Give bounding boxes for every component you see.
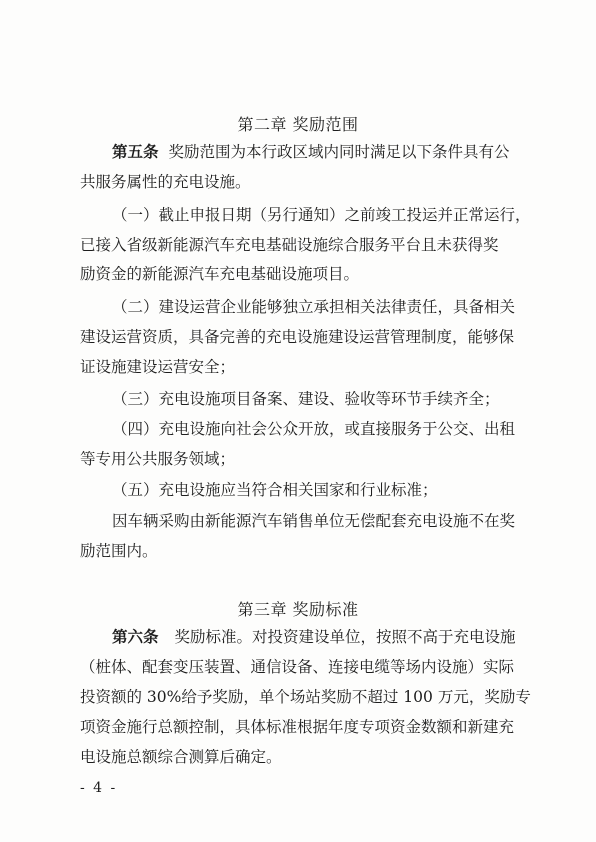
article-6-label: 第六条 — [112, 628, 159, 646]
article-6-line-2: （桩体、配套变压装置、通信设备、连接电缆等场内设施）实际 — [80, 658, 515, 676]
chapter-3-title: 第三章 奖励标准 — [237, 600, 359, 619]
item-4-line-2: 等专用公共服务领域； — [80, 450, 236, 468]
article-5-line-1 — [112, 142, 510, 162]
article-6-line-1 — [112, 627, 516, 647]
item-2-line-2: 建设运营资质，具备完善的充电设施建设运营管理制度，能够保 — [80, 328, 515, 346]
article-6-line-5: 电设施总额综合测算后确定。 — [80, 748, 282, 766]
item-5-line-1: （五）充电设施应当符合相关国家和行业标准； — [112, 481, 438, 499]
item-1-line-1: （一）截止申报日期（另行通知）之前竣工投运并正常运行， — [112, 206, 531, 224]
item-1-line-2: 已接入省级新能源汽车充电基础设施综合服务平台且未获得奖 — [80, 236, 499, 254]
item-4-line-1: （四）充电设施向社会公众开放，或直接服务于公交、出租 — [112, 420, 516, 438]
item-3-line-1: （三）充电设施项目备案、建设、验收等环节手续齐全； — [112, 390, 500, 408]
article-5-label: 第五条 — [112, 143, 159, 161]
article-5-line-2: 共服务属性的充电设施。 — [80, 173, 251, 191]
item-2-line-1: （二）建设运营企业能够独立承担相关法律责任，具备相关 — [112, 298, 516, 316]
item-2-line-3: 证设施建设运营安全； — [80, 358, 236, 376]
article-5-text: 奖励范围为本行政区域内同时满足以下条件具有公 — [168, 143, 510, 161]
chapter-2-title: 第二章 奖励范围 — [237, 115, 359, 134]
note-line-2: 励范围内。 — [80, 542, 158, 560]
article-6-line-3: 投资额的 30%给予奖励，单个场站奖励不超过 100 万元，奖励专 — [80, 688, 531, 706]
article-6-text: 奖励标准。对投资建设单位，按照不高于充电设施 — [174, 628, 516, 646]
article-6-line-4: 项资金施行总额控制，具体标准根据年度专项资金数额和新建充 — [80, 718, 515, 736]
note-line-1: 因车辆采购由新能源汽车销售单位无偿配套充电设施不在奖 — [112, 512, 516, 530]
item-1-line-3: 励资金的新能源汽车充电基础设施项目。 — [80, 265, 360, 283]
page-number: - 4 - — [80, 780, 118, 796]
